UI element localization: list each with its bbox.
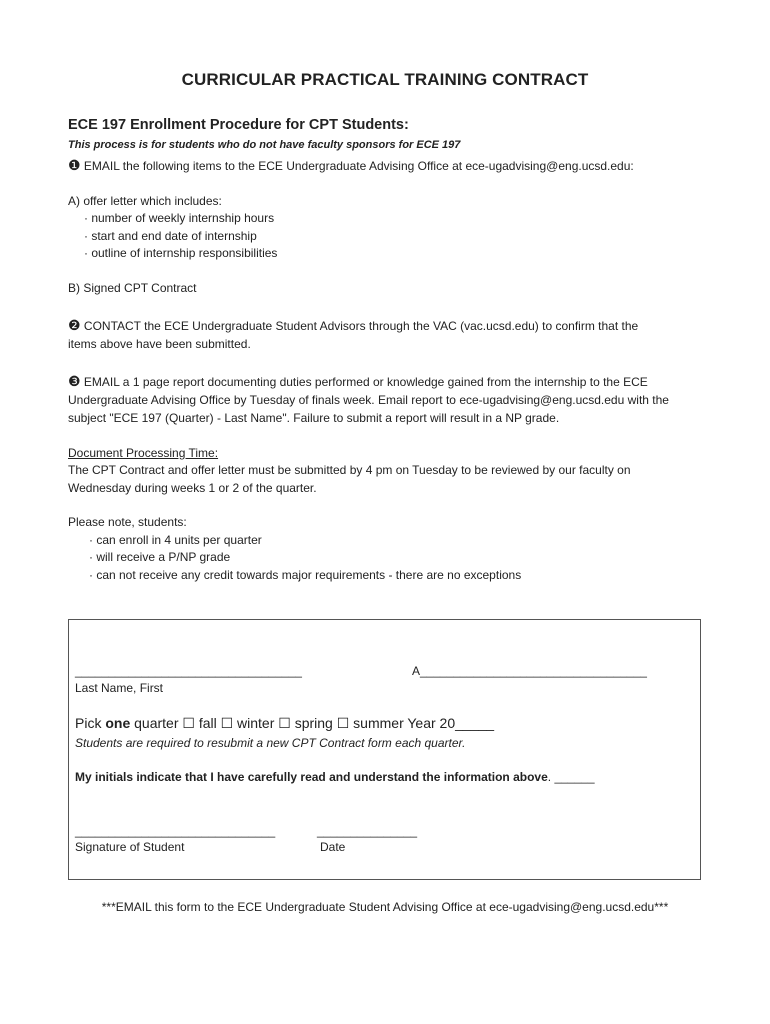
step-3-text-line: Undergraduate Advising Office by Tuesday of finals week. Email report to ece-ugadvising@eng.ucsd.edu with the bbox=[68, 393, 669, 407]
step-2 bbox=[68, 317, 638, 334]
step-1-text: EMAIL the following items to the ECE Undergraduate Advising Office at ece-ugadvising@eng.ucsd.edu: bbox=[83, 159, 634, 173]
step-2-text-line: items above have been submitted. bbox=[68, 337, 251, 351]
note-bullet: · will receive a P/NP grade bbox=[89, 550, 231, 564]
resubmit-note: Students are required to resubmit a new CPT Contract form each quarter. bbox=[75, 736, 466, 750]
last-name-label: Last Name, First bbox=[75, 681, 164, 695]
item-b-label: B) Signed CPT Contract bbox=[68, 281, 197, 295]
initials-line bbox=[75, 770, 595, 784]
step-2-number: ❷ bbox=[68, 317, 81, 333]
step-3 bbox=[68, 373, 648, 390]
processing-time-label: Document Processing Time: bbox=[68, 446, 219, 460]
item-a-label: A) offer letter which includes: bbox=[68, 194, 222, 208]
student-id-blank[interactable]: A__________________________________ bbox=[412, 664, 647, 678]
signature-label: Signature of Student bbox=[75, 840, 185, 854]
quarter-pick-line[interactable] bbox=[75, 715, 494, 732]
document-title: CURRICULAR PRACTICAL TRAINING CONTRACT bbox=[181, 70, 589, 89]
step-2-text: CONTACT the ECE Undergraduate Student Advisors through the VAC (vac.ucsd.edu) to confirm that the bbox=[83, 319, 639, 333]
step-1-number: ❶ bbox=[68, 157, 81, 173]
step-3-text-line: subject "ECE 197 (Quarter) - Last Name". Failure to submit a report will result in a NP grade. bbox=[68, 411, 560, 425]
procedure-subheading: This process is for students who do not have faculty sponsors for ECE 197 bbox=[68, 139, 461, 151]
processing-time-text: The CPT Contract and offer letter must be submitted by 4 pm on Tuesday to be reviewed by our faculty on bbox=[68, 463, 631, 477]
date-label: Date bbox=[320, 840, 346, 854]
procedure-heading: ECE 197 Enrollment Procedure for CPT Students: bbox=[68, 117, 409, 133]
step-3-text: EMAIL a 1 page report documenting duties performed or knowledge gained from the internship to the ECE bbox=[83, 375, 648, 389]
step-1 bbox=[68, 157, 634, 174]
note-bullet: · can enroll in 4 units per quarter bbox=[89, 533, 262, 547]
item-a-bullet: · start and end date of internship bbox=[84, 229, 257, 243]
step-3-number: ❸ bbox=[68, 373, 81, 389]
item-a-bullet: · outline of internship responsibilities bbox=[84, 246, 278, 260]
contract-form-box bbox=[68, 619, 701, 880]
footer-instruction: ***EMAIL this form to the ECE Undergraduate Student Advising Office at ece-ugadvising@eng.ucsd.edu*** bbox=[101, 900, 669, 914]
item-a-bullet: · number of weekly internship hours bbox=[84, 211, 275, 225]
initials-statement: My initials indicate that I have carefully read and understand the information above bbox=[75, 770, 548, 784]
signature-blank[interactable]: ______________________________ bbox=[75, 824, 276, 838]
processing-time-text: Wednesday during weeks 1 or 2 of the quarter. bbox=[68, 481, 317, 495]
date-blank[interactable]: _______________ bbox=[317, 824, 418, 838]
initials-blank[interactable]: . ______ bbox=[547, 770, 595, 784]
note-bullet: · can not receive any credit towards major requirements - there are no exceptions bbox=[89, 568, 522, 582]
pick-one: one bbox=[105, 715, 131, 731]
last-name-blank[interactable]: __________________________________ bbox=[75, 664, 302, 678]
pick-prefix: Pick bbox=[75, 715, 106, 731]
note-label: Please note, students: bbox=[68, 515, 187, 529]
quarter-options[interactable]: quarter ☐ fall ☐ winter ☐ spring ☐ summer Year 20_____ bbox=[130, 715, 495, 731]
